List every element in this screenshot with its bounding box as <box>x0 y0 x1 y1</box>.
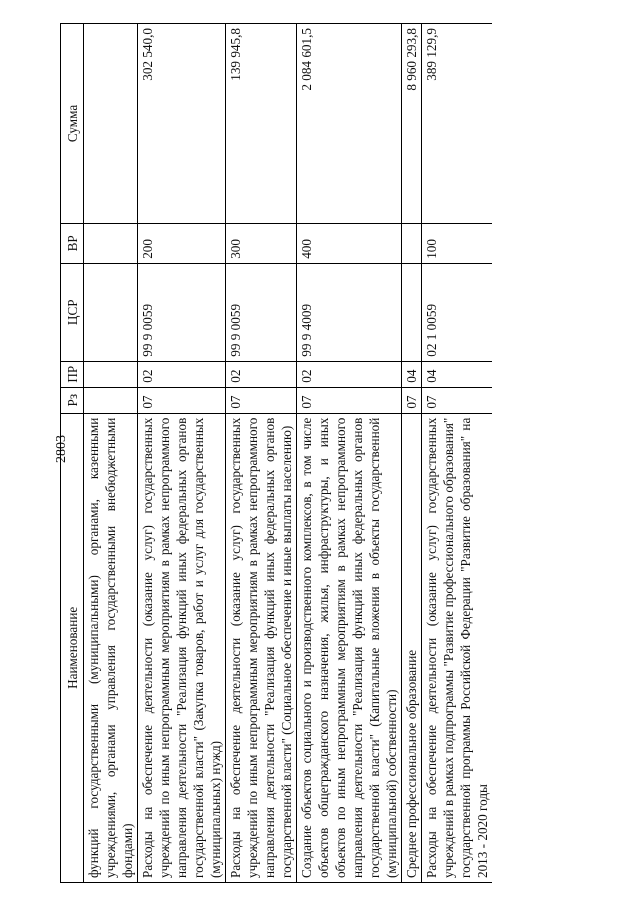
row-vr <box>84 223 138 263</box>
row-name: Расходы на обеспечение деятельности (оказание услуг) государственных учреждений по иным непрограммным мероприятиям в рамках непрограммного направления деятельности "Реализация функций иных федеральных органов государственной власти" (Закупка товаров, работ и услуг для государственных (муниципальных) нужд) <box>138 413 226 882</box>
row-csr <box>84 263 138 361</box>
header-vr: ВР <box>61 223 84 263</box>
row-sum: 8 960 293,8 <box>402 24 422 224</box>
row-sum: 139 945,8 <box>226 24 297 224</box>
row-pr: 04 <box>402 361 422 387</box>
row-csr <box>402 263 422 361</box>
rotated-page <box>60 23 580 883</box>
row-name: Расходы на обеспечение деятельности (оказание услуг) государственных учреждений в рамках подпрограммы "Развитие профессионального образования" государственной программы Российской Федерации "Развитие образования" на 2013 - 2020 годы <box>422 413 493 882</box>
row-sum <box>84 24 138 224</box>
row-pr: 02 <box>138 361 226 387</box>
header-sum: Сумма <box>61 24 84 224</box>
row-rz: 07 <box>402 387 422 413</box>
row-pr: 02 <box>297 361 402 387</box>
row-vr: 200 <box>138 223 226 263</box>
row-rz: 07 <box>422 387 493 413</box>
header-name: Наименование <box>61 413 84 882</box>
row-rz: 07 <box>226 387 297 413</box>
row-name: Создание объектов социального и производственного комплексов, в том числе объектов общегражданского назначения, жилья, инфраструктуры, и иных объектов по иным непрограммным мероприятиям в рамках непрограммного направления деятельности "Реализация функций иных федеральных органов государственной власти" (Капитальные вложения в объекты государственной (муниципальной) собственности) <box>297 413 402 882</box>
row-csr: 02 1 0059 <box>422 263 493 361</box>
row-rz: 07 <box>297 387 402 413</box>
table-row <box>138 24 226 883</box>
row-sum: 302 540,0 <box>138 24 226 224</box>
row-name: функций государственными (муниципальными) органами, казенными учреждениями, органами управления государственными внебюджетными фондами) <box>84 413 138 882</box>
header-csr: ЦСР <box>61 263 84 361</box>
row-csr: 99 9 0059 <box>138 263 226 361</box>
page-number: 2803 <box>54 435 69 463</box>
table-row <box>297 24 402 883</box>
row-rz <box>84 387 138 413</box>
table-header-row <box>61 24 84 883</box>
table-row <box>402 24 422 883</box>
row-sum: 2 084 601,5 <box>297 24 402 224</box>
budget-table <box>60 23 492 883</box>
header-rz: Рз <box>61 387 84 413</box>
row-pr: 04 <box>422 361 493 387</box>
row-sum: 389 129,9 <box>422 24 493 224</box>
row-vr: 300 <box>226 223 297 263</box>
row-vr: 400 <box>297 223 402 263</box>
row-name: Расходы на обеспечение деятельности (оказание услуг) государственных учреждений по иным непрограммным мероприятиям в рамках непрограммного направления деятельности "Реализация функций иных федеральных органов государственной власти" (Социальное обеспечение и иные выплаты населению) <box>226 413 297 882</box>
row-csr: 99 9 0059 <box>226 263 297 361</box>
row-name: Среднее профессиональное образование <box>402 413 422 882</box>
table-row <box>226 24 297 883</box>
row-rz: 07 <box>138 387 226 413</box>
table-row <box>422 24 493 883</box>
header-pr: ПР <box>61 361 84 387</box>
table-row <box>84 24 138 883</box>
row-pr <box>84 361 138 387</box>
row-csr: 99 9 4009 <box>297 263 402 361</box>
row-vr <box>402 223 422 263</box>
row-vr: 100 <box>422 223 493 263</box>
row-pr: 02 <box>226 361 297 387</box>
